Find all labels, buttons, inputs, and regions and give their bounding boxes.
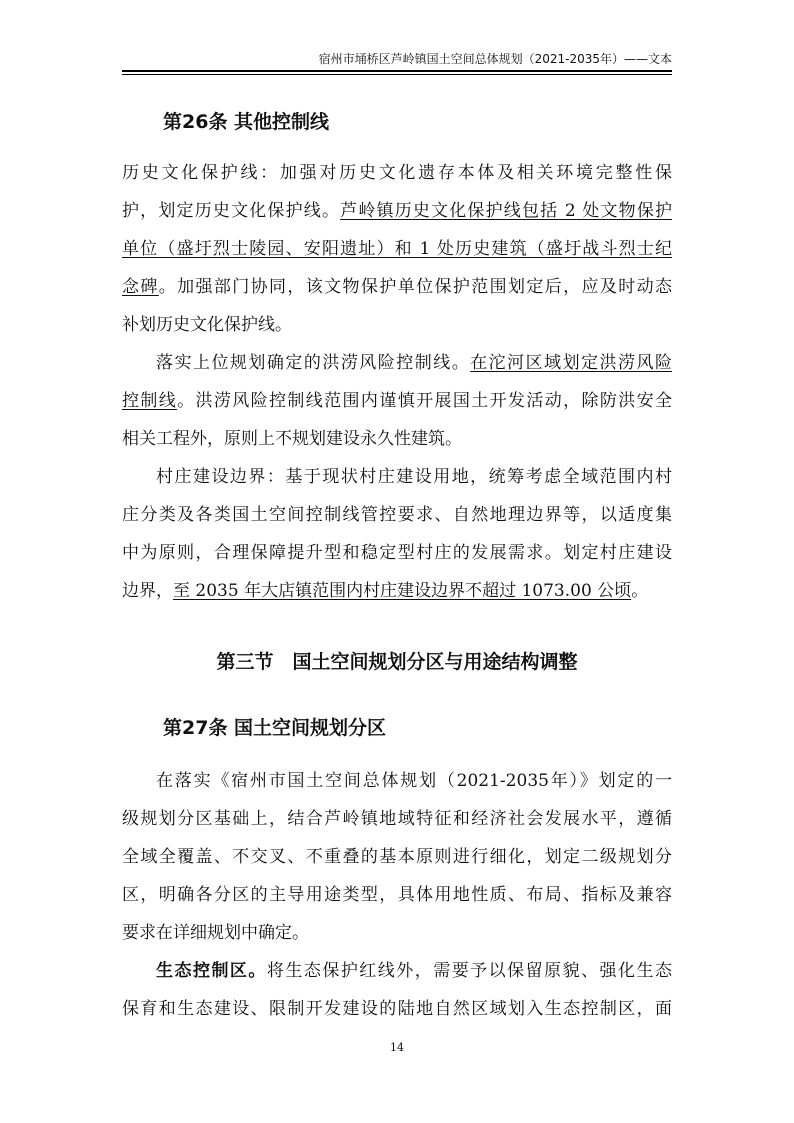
text: 相关工程外，原则上不规划建设永久性建筑。 (122, 429, 462, 449)
paragraph-line (122, 884, 672, 906)
paragraph-line (122, 808, 672, 830)
text: 庄分类及各类国土空间控制线管控要求、自然地理边界等，以适度集 (122, 505, 672, 525)
paragraph-line (122, 580, 672, 602)
paragraph-line (122, 162, 672, 184)
text: 历史文化保护线：加强对历史文化遗存本体及相关环境完整性保 (122, 163, 672, 183)
article-27-heading: 第27条 国土空间规划分区 (163, 717, 387, 739)
text: 级规划分区基础上，结合芦岭镇地域特征和经济社会发展水平，遵循 (122, 809, 672, 829)
paragraph-line (122, 922, 672, 944)
paragraph-line (156, 352, 672, 374)
underlined-text: 控制线 (122, 391, 178, 411)
text: 村庄建设边界：基于现状村庄建设用地，统筹考虑全域范围内村 (156, 467, 672, 487)
text: 在落实《宿州市国土空间总体规划（2021-2035年）》划定的一 (156, 771, 672, 791)
paragraph-line (156, 770, 672, 792)
paragraph-line (156, 466, 672, 488)
text: 。洪涝风险控制线范围内谨慎开展国土开发活动，除防洪安全 (177, 391, 672, 411)
text: 保育和生态建设、限制开发建设的陆地自然区域划入生态控制区，面 (122, 999, 672, 1019)
underlined-text: 在沱河区域划定洪涝风险 (470, 353, 672, 373)
paragraph-line (122, 998, 672, 1020)
text: 将生态保护红线外，需要予以保留原貌、强化生态 (266, 961, 672, 981)
text: 护，划定历史文化保护线。 (122, 201, 341, 221)
paragraph-line (122, 314, 672, 336)
text: 要求在详细规划中确定。 (122, 923, 309, 943)
text: 落实上位规划确定的洪涝风险控制线。 (156, 353, 471, 373)
underlined-text: 念碑 (122, 277, 159, 297)
paragraph-line (122, 276, 672, 298)
running-header: 宿州市埇桥区芦岭镇国土空间总体规划（2021-2035年）——文本 (318, 52, 672, 66)
text: 边界， (122, 581, 173, 601)
underlined-text: 至 2035 年大店镇范围内村庄建设边界不超过 1073.00 公顷 (173, 581, 632, 601)
paragraph-line (122, 238, 672, 260)
bold-term: 生态控制区。 (156, 961, 267, 981)
paragraph-line (122, 200, 672, 222)
article-26-heading: 第26条 其他控制线 (163, 111, 330, 133)
paragraph-line (122, 542, 672, 564)
underlined-text: 芦岭镇历史文化保护线包括 2 处文物保护 (340, 201, 672, 221)
text: 全域全覆盖、不交叉、不重叠的基本原则进行细化，划定二级规划分 (122, 847, 672, 867)
paragraph-line (156, 960, 672, 982)
paragraph-line (122, 504, 672, 526)
page-number: 14 (390, 1041, 404, 1054)
text: 中为原则，合理保障提升型和稳定型村庄的发展需求。划定村庄建设 (122, 543, 672, 563)
text: 。 (631, 581, 649, 601)
section-heading: 第三节 国土空间规划分区与用途结构调整 (216, 651, 578, 673)
header-rule-thin (122, 74, 672, 75)
paragraph-line (122, 846, 672, 868)
text: 。加强部门协同，该文物保护单位保护范围划定后，应及时动态 (158, 277, 672, 297)
paragraph-line (122, 390, 672, 412)
text: 区，明确各分区的主导用途类型，具体用地性质、布局、指标及兼容 (122, 885, 672, 905)
paragraph-line (122, 428, 672, 450)
underlined-text: 单位（盛圩烈士陵园、安阳遗址）和 1 处历史建筑（盛圩战斗烈士纪 (122, 239, 672, 259)
header-rule (122, 70, 672, 72)
text: 补划历史文化保护线。 (122, 315, 292, 335)
